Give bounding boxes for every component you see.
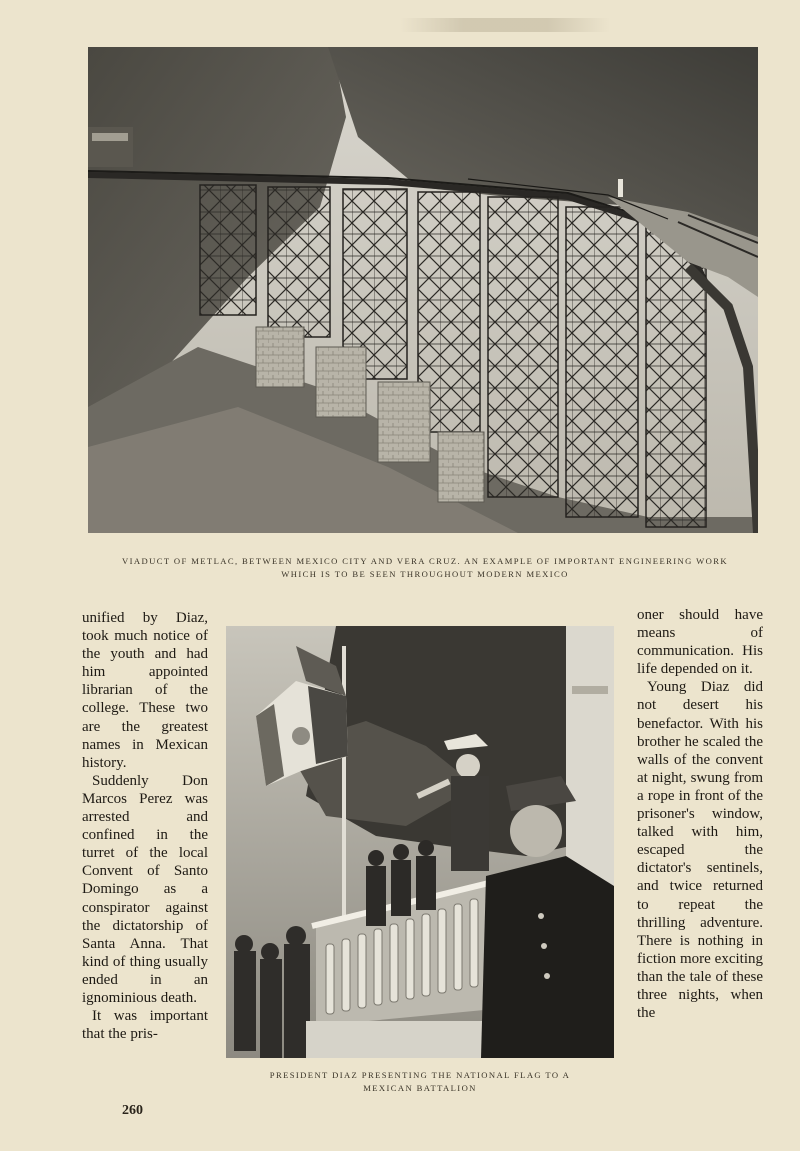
left-text-column — [82, 609, 208, 1043]
flag-caption-line-2: MEXICAN BATTALION — [363, 1083, 477, 1093]
scan-header-smudge — [400, 18, 610, 32]
viaduct-caption-line-2: WHICH IS TO BE SEEN THROUGHOUT MODERN MEXICO — [281, 569, 569, 579]
left-paragraph-3: It was important that the pris- — [82, 1008, 208, 1043]
flag-ceremony-caption — [226, 1069, 614, 1095]
left-paragraph-2: Suddenly Don Marcos Perez was arrested and confined in the turret of the local Convent of Santo Domingo as a conspirator against the dictatorship of Santa Anna. That kind of thing usually ended in an ignominious death. — [82, 772, 208, 1006]
viaduct-caption — [80, 555, 770, 581]
right-paragraph-1: oner should have means of communication. His life depended on it. — [637, 607, 763, 678]
viaduct-caption-line-1: VIADUCT OF METLAC, BETWEEN MEXICO CITY AND VERA CRUZ. AN EXAMPLE OF IMPORTANT ENGINEERING WORK — [122, 556, 728, 566]
right-text-column — [637, 606, 763, 1022]
viaduct-photo — [88, 47, 758, 533]
flag-caption-line-1: PRESIDENT DIAZ PRESENTING THE NATIONAL FLAG TO A — [269, 1070, 571, 1080]
left-paragraph-1: unified by Diaz, took much notice of the youth and had him appointed librarian of the college. These two are the greatest names in Mexican history. — [82, 610, 208, 771]
right-paragraph-2: Young Diaz did not desert his benefactor. With his brother he scaled the walls of the convent at night, swung from a rope in front of the prisoner's window, talked with him, escaped the dictator's sentinels, and twice returned to repeat the thrilling adventure. There is nothing in fiction more exciting than the tale of these three nights, when the — [637, 679, 763, 1022]
flag-ceremony-photo — [226, 626, 614, 1058]
page-number: 260 — [122, 1103, 143, 1118]
